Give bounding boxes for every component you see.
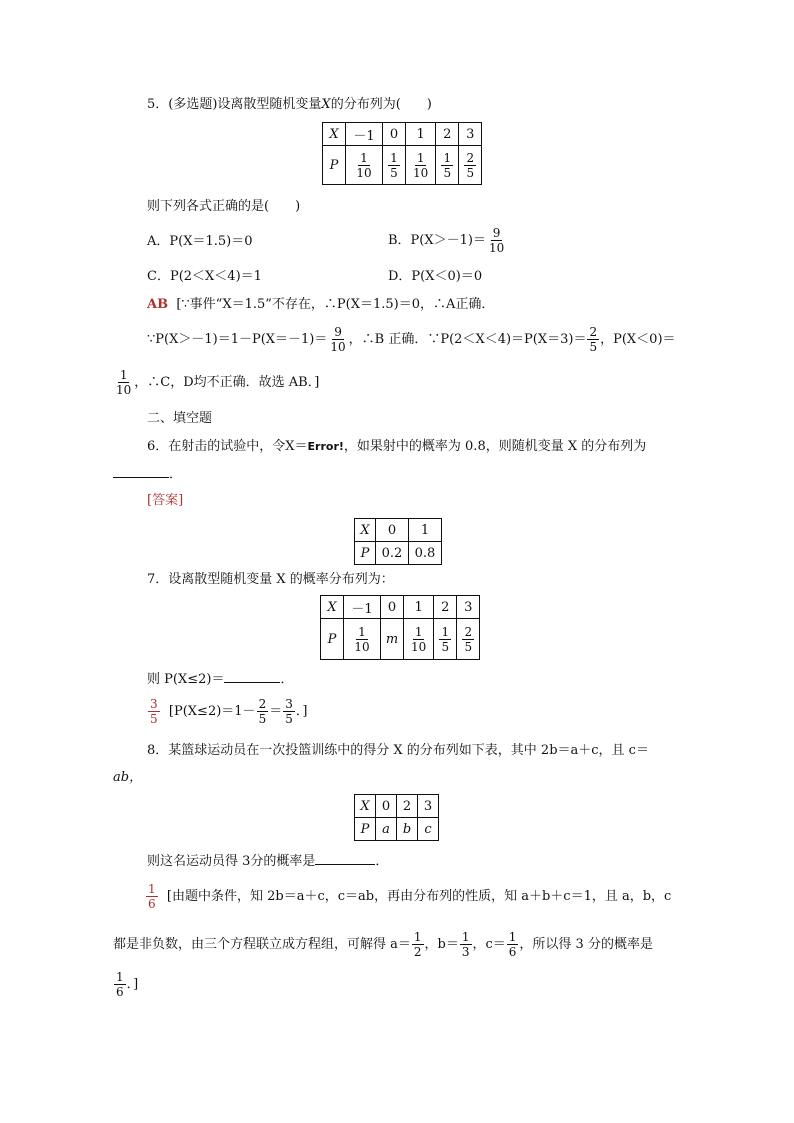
q8-answer: $\frac{1}{6}$ — [148, 882, 156, 911]
table-cell: 1 — [406, 123, 436, 146]
table-cell: 0.2 — [376, 542, 409, 565]
q7-solution: $\frac{3}{5}$ [P(X≤2)＝1－ $\frac{2}{5}$ ＝ $\frac{3}{5}$ ．] — [150, 697, 308, 726]
table-cell: $\frac{1}{10}$ — [404, 619, 434, 660]
table-row — [355, 795, 439, 818]
q5-stem-end: 的分布列为( ) — [330, 97, 432, 112]
q7-text: 7．设离散型随机变量 X 的概率分布列为： — [147, 572, 394, 587]
table-cell: 2 — [434, 596, 457, 619]
table-cell: X — [355, 519, 376, 542]
table-row — [321, 596, 480, 619]
q5-solution-line1 — [147, 296, 494, 314]
q5-solution-line3: $\frac{1}{10}$ ，∴C，D均不正确．故选 AB．] — [116, 368, 320, 397]
q5-distribution-table — [322, 122, 482, 185]
table-cell: 1 — [404, 596, 434, 619]
table-cell: $\frac{1}{10}$ — [346, 146, 383, 185]
table-cell: P — [355, 542, 376, 565]
q5-stem — [147, 96, 432, 114]
q8-solution-line1: $\frac{1}{6}$ [由题中条件，知 2b＝a＋c，c＝ab，再由分布列的性质，知 a＋b＋c＝1，且 a，b，c — [148, 882, 672, 911]
table-cell: 2 — [397, 795, 418, 818]
table-cell: $\frac{1}{5}$ — [383, 146, 406, 185]
q8-text-line2: ab， — [113, 770, 143, 785]
table-row — [323, 123, 482, 146]
q5-var: X — [321, 97, 331, 112]
table-cell: $\frac{1}{5}$ — [434, 619, 457, 660]
table-cell: 0 — [383, 123, 406, 146]
table-cell: 3 — [457, 596, 480, 619]
section-heading: 二、填空题 — [147, 411, 213, 426]
table-row — [321, 619, 480, 660]
q5-option-b — [388, 226, 507, 255]
q6-distribution-table — [354, 518, 442, 565]
q5-stem-text: 5．(多选题)设离散型随机变量 — [147, 97, 322, 112]
table-cell: $\frac{1}{10}$ — [406, 146, 436, 185]
q7-answer: $\frac{3}{5}$ — [150, 697, 158, 726]
table-cell: 0 — [381, 596, 404, 619]
table-cell: 1 — [409, 519, 442, 542]
answer-blank — [224, 670, 280, 683]
table-cell: b — [397, 818, 418, 841]
table-cell: X — [355, 795, 376, 818]
table-cell: －1 — [344, 596, 381, 619]
q5-solution-line2: ∵P(X＞－1)＝1－P(X＝－1)＝ $\frac{9}{10}$ ，∴B 正确．∵P(2＜X＜4)＝P(X＝3)＝ $\frac{2}{5}$ ，P(X＜0)＝ — [147, 325, 676, 354]
q8-question: 则这名运动员得 3分的概率是 ． — [147, 854, 389, 869]
table-cell: P — [323, 146, 346, 185]
table-cell: a — [376, 818, 397, 841]
table-cell: 0 — [376, 519, 409, 542]
table-cell: 0.8 — [409, 542, 442, 565]
q5-answer: AB — [147, 297, 169, 312]
table-row — [355, 519, 442, 542]
table-cell: －1 — [346, 123, 383, 146]
q5-solution-text1: [∵事件“X＝1.5”不存在，∴P(X＝1.5)＝0，∴A正确． — [176, 297, 495, 312]
table-cell: $\frac{2}{5}$ — [459, 146, 482, 185]
fraction: $\frac{9}{10}$ — [488, 226, 505, 255]
q8-solution-line2: 都是非负数，由三个方程联立成方程组，可解得 a＝ $\frac{1}{2}$ ，b＝ $\frac{1}{3}$ ，c＝ $\frac{1}{6}$ ，所以得 3 分的概率是 — [113, 930, 653, 959]
q6-error: Error! — [307, 440, 344, 453]
q5-option-d: D．P(X＜0)＝0 — [388, 269, 483, 284]
table-cell: 3 — [418, 795, 439, 818]
table-row — [323, 146, 482, 185]
table-row — [355, 542, 442, 565]
q6-blank-line: ． — [113, 465, 182, 484]
q5-option-b-text: B．P(X＞－1)＝ — [388, 233, 486, 248]
table-cell: P — [355, 818, 376, 841]
table-cell: P — [321, 619, 344, 660]
table-cell: $\frac{1}{5}$ — [436, 146, 459, 185]
q7-question: 则 P(X≤2)＝ ． — [147, 672, 294, 687]
table-cell: X — [323, 123, 346, 146]
q6-text: 6．在射击的试验中，令X＝Error!，如果射中的概率为 0.8，则随机变量 X 的分布列为 — [147, 439, 647, 454]
answer-blank — [113, 465, 169, 478]
table-row — [355, 818, 439, 841]
q8-text-line1: 8．某篮球运动员在一次投篮训练中的得分 X 的分布列如下表，其中 2b＝a＋c，且 c＝ — [147, 743, 649, 758]
table-cell: $\frac{1}{10}$ — [344, 619, 381, 660]
table-cell: m — [381, 619, 404, 660]
q6-answer-label: [答案] — [147, 493, 184, 508]
q5-option-c: C．P(2＜X＜4)＝1 — [147, 269, 262, 284]
q7-distribution-table — [320, 595, 480, 660]
q5-option-a: A．P(X＝1.5)＝0 — [147, 234, 253, 249]
q8-distribution-table — [354, 794, 439, 841]
table-cell: 0 — [376, 795, 397, 818]
table-cell: 2 — [436, 123, 459, 146]
answer-blank — [315, 852, 375, 865]
table-cell: X — [321, 596, 344, 619]
q8-solution-line3: $\frac{1}{6}$ ．] — [116, 970, 139, 999]
q5-question: 则下列各式正确的是( ) — [147, 199, 301, 214]
table-cell: 3 — [459, 123, 482, 146]
table-cell: $\frac{2}{5}$ — [457, 619, 480, 660]
table-cell: c — [418, 818, 439, 841]
